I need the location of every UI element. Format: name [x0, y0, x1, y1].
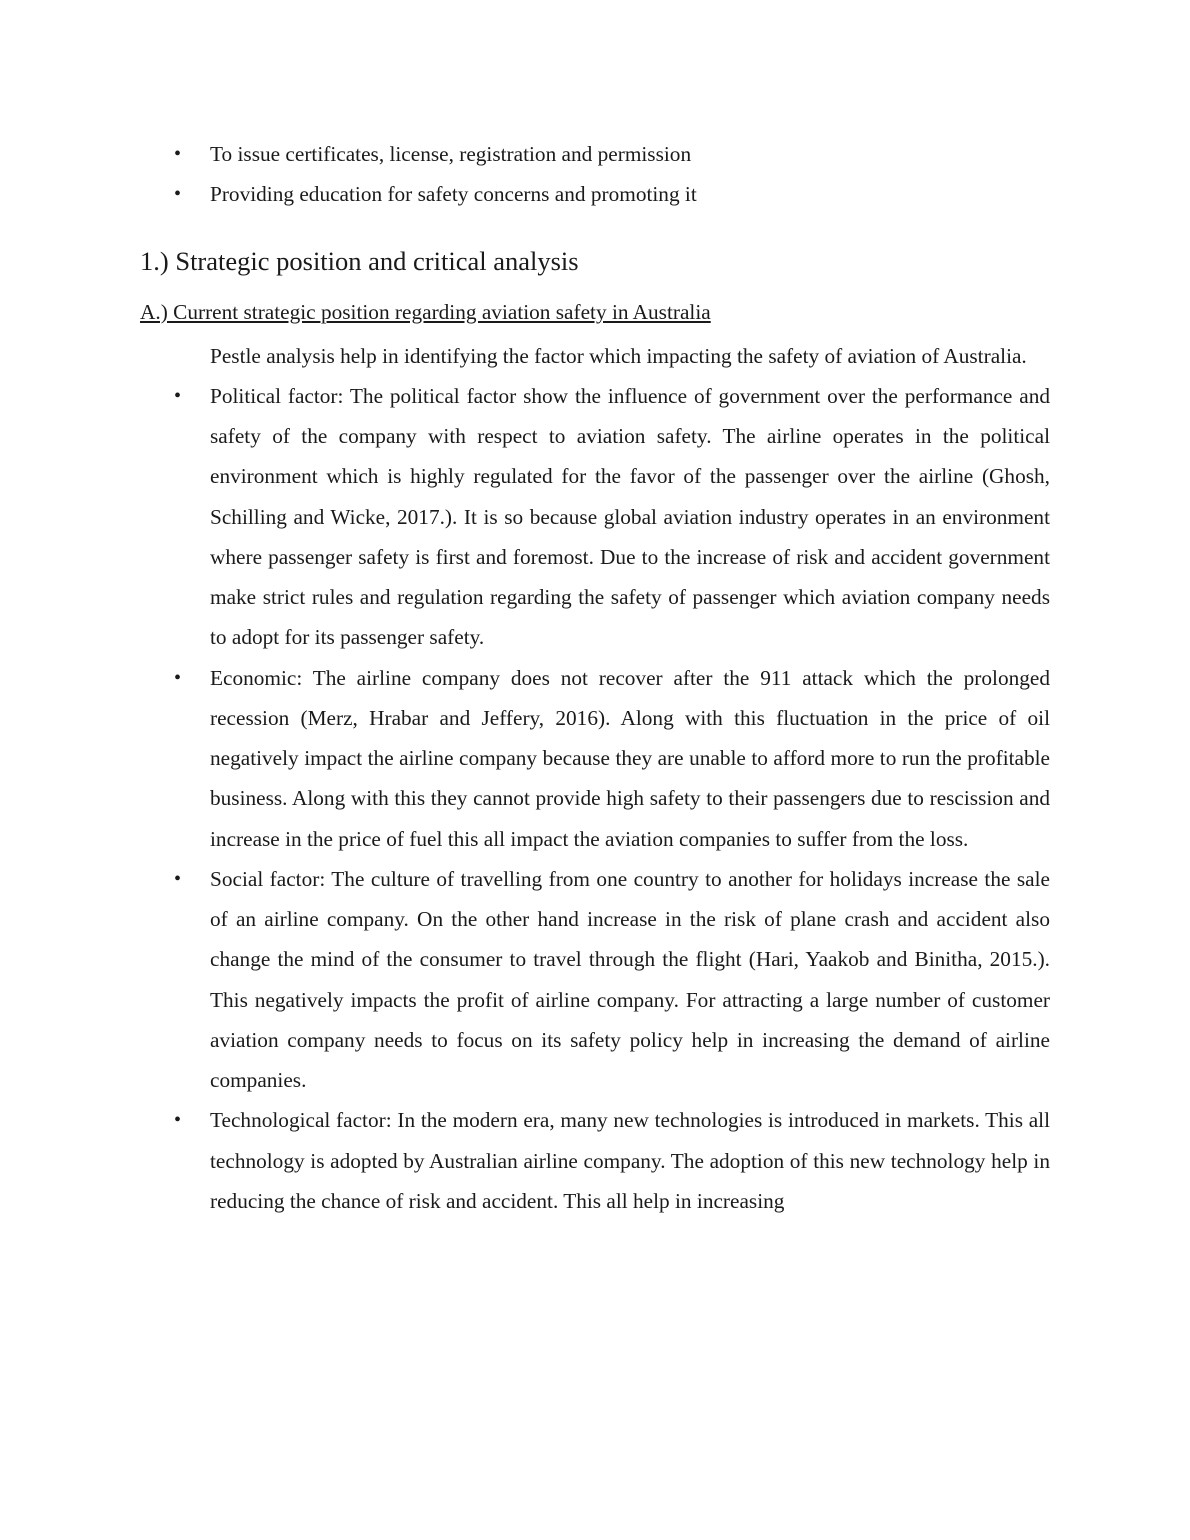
subsection-heading: A.) Current strategic position regarding aviation safety in Australia [140, 299, 711, 324]
list-item-text: Providing education for safety concerns and promoting it [210, 182, 697, 207]
bullet-icon: • [174, 384, 182, 407]
technological-factor-item [140, 1100, 1050, 1221]
top-bullet-list [140, 134, 1050, 215]
bullet-icon: • [174, 143, 182, 165]
intro-paragraph: Pestle analysis help in identifying the factor which impacting the safety of aviation of Australia. [210, 343, 1027, 368]
factor-text: Social factor: The culture of travelling from one country to another for holidays increase the sale of an airline company. On the other hand increase in the risk of plane crash and accident also change the mind of the consumer to travel through the flight (Hari, Yaakob and Binitha, 2015.). This negatively impacts the profit of airline company. For attracting a large number of customer aviation company needs to focus on its safety policy help in increasing the demand of airline companies. [210, 866, 1050, 1093]
social-factor-item [140, 859, 1050, 1101]
pestle-factor-list [140, 376, 1050, 1221]
factor-text: Technological factor: In the modern era, many new technologies is introduced in markets. This all technology is adopted by Australian airline company. The adoption of this new technology help in reducing the chance of risk and accident. This all help in increasing [210, 1108, 1050, 1213]
bullet-icon: • [174, 666, 182, 689]
factor-text: Political factor: The political factor show the influence of government over the performance and safety of the company with respect to aviation safety. The airline operates in the political environment which is highly regulated for the favor of the passenger over the airline (Ghosh, Schilling and Wicke, 2017.). It is so because global aviation industry operates in an environment where passenger safety is first and foremost. Due to the increase of risk and accident government make strict rules and regulation regarding the safety of passenger which aviation company needs to adopt for its passenger safety. [210, 383, 1050, 650]
list-item [140, 134, 1050, 174]
bullet-icon: • [174, 1109, 182, 1132]
factor-text: Economic: The airline company does not recover after the 911 attack which the prolonged recession (Merz, Hrabar and Jeffery, 2016). Along with this fluctuation in the price of oil negatively impact the airline company because they are unable to afford more to run the profitable business. Along with this they cannot provide high safety to their passengers due to rescission and increase in the price of fuel this all impact the aviation companies to suffer from the loss. [210, 665, 1050, 851]
section-heading: 1.) Strategic position and critical analysis [140, 245, 579, 276]
list-item [140, 174, 1050, 214]
bullet-icon: • [174, 183, 182, 206]
economic-factor-item [140, 658, 1050, 859]
list-item-text: To issue certificates, license, registration and permission [210, 142, 692, 166]
bullet-icon: • [174, 867, 182, 890]
political-factor-item [140, 376, 1050, 658]
document-page [140, 134, 1050, 1221]
